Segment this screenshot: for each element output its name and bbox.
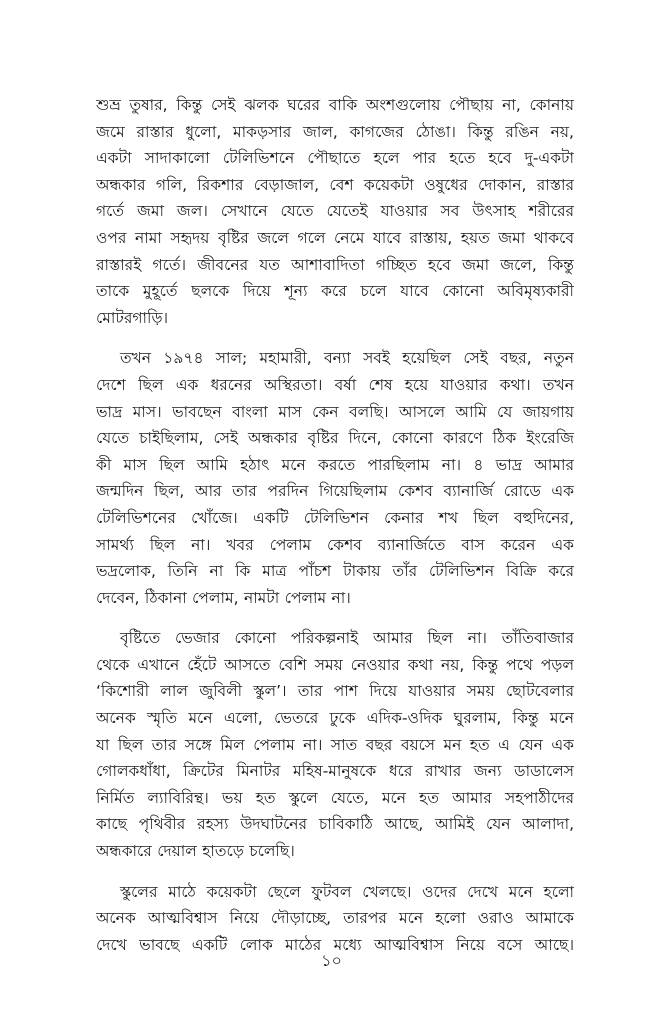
text-line: দেবেন, ঠিকানা পেলাম, নামটা পেলাম না।	[96, 588, 351, 607]
text-line: দেখে ভাবছে একটি লোক মাঠের মধ্যে আত্মবিশ্বাস নিয়ে বসে আছে।	[96, 935, 574, 954]
text-line: অন্ধকার গলি, রিকশার বেড়াজাল, বেশ কয়েকটা ওষুধের দোকান, রাস্তার	[96, 175, 574, 194]
text-line: বৃষ্টিতে ভেজার কোনো পরিকল্পনাই আমার ছিল না। তাঁতিবাজার	[120, 629, 574, 648]
text-line: ওপর নামা সহৃদয় বৃষ্টির জলে গলে নেমে যাবে রাস্তায়, হয়ত জমা থাকবে	[96, 228, 574, 247]
text-line: শুভ্র তুষার, কিন্তু সেই ঝলক ঘরের বাকি অংশগুলোয় পৌছায় না, কোনায়	[96, 96, 574, 114]
text-line: তখন ১৯৭৪ সাল; মহামারী, বন্যা সবই হয়েছিল সেই বছর, নতুন	[120, 349, 574, 368]
paragraph-2	[96, 345, 574, 611]
text-line: রাস্তারই গর্তে। জীবনের যত আশাবাদিতা গচ্ছিত হবে জমা জলে, কিন্তু	[96, 255, 574, 274]
text-line: অনেক আত্মবিশ্বাস নিয়ে দৌড়াচ্ছে, তারপর মনে হলো ওরাও আমাকে	[96, 909, 574, 928]
text-line: স্কুলের মাঠে কয়েকটা ছেলে ফুটবল খেলছে। ওদের দেখে মনে হলো	[120, 882, 574, 901]
text-line: কী মাস ছিল আমি হঠাৎ মনে করতে পারছিলাম না। ৪ ভাদ্র আমার	[96, 455, 574, 474]
paragraph-1	[96, 92, 574, 331]
text-line: দেশে ছিল এক ধরনের অস্থিরতা। বর্ষা শেষ হয়ে যাওয়ার কথা। তখন	[96, 375, 574, 394]
text-line: কাছে পৃথিবীর রহস্য উদঘাটনের চাবিকাঠি আছে, আমিই যেন আলাদা,	[96, 815, 574, 834]
text-line: ‘কিশোরী লাল জুবিলী স্কুল’। তার পাশ দিয়ে যাওয়ার সময় ছোটবেলার	[96, 682, 574, 701]
text-line: গোলকধাঁধা, ক্রিটের মিনাটর মহিষ-মানুষকে ধরে রাখার জন্য ডাডালেস	[96, 762, 574, 781]
book-page-body	[96, 92, 574, 972]
text-line: জমে রাস্তার ধুলো, মাকড়সার জাল, কাগজের ঠোঙা। কিন্তু রঙিন নয়,	[96, 122, 574, 141]
text-line: একটা সাদাকালো টেলিভিশনে পৌছাতে হলে পার হতে হবে দু-একটা	[96, 149, 574, 168]
text-line: যেতে চাইছিলাম, সেই অন্ধকার বৃষ্টির দিনে, কোনো কারণে ঠিক ইংরেজি	[96, 429, 574, 448]
text-line: গর্তে জমা জল। সেখানে যেতে যেতেই যাওয়ার সব উৎসাহ শরীরের	[96, 202, 574, 221]
text-line: অন্ধকারে দেয়াল হাতড়ে চলেছি।	[96, 842, 295, 861]
text-line: টেলিভিশনের খোঁজে। একটি টেলিভিশন কেনার শখ ছিল বহুদিনের,	[96, 508, 574, 527]
paragraph-3	[96, 625, 574, 864]
text-line: ভাদ্র মাস। ভাবছেন বাংলা মাস কেন বলছি। আসলে আমি যে জায়গায়	[96, 402, 574, 421]
text-line: থেকে এখানে হেঁটে আসতে বেশি সময় নেওয়ার কথা নয়, কিন্তু পথে পড়ল	[96, 655, 574, 674]
text-line: যা ছিল তার সঙ্গে মিল পেলাম না। সাত বছর বয়সে মন হত এ যেন এক	[96, 735, 574, 754]
page-number: ১০	[321, 951, 342, 970]
text-line: সামর্থ্য ছিল না। খবর পেলাম কেশব ব্যানার্জিতে বাস করেন এক	[96, 535, 574, 554]
text-line: নির্মিত ল্যাবিরিন্থ। ভয় হত স্কুলে যেতে, মনে হত আমার সহপাঠীদের	[96, 788, 574, 807]
text-line: তাকে মুহূর্তে ছলকে দিয়ে শূন্য করে চলে যাবে কোনো অবিমৃষ্যকারী	[96, 282, 574, 301]
text-line: মোটরগাড়ি।	[96, 308, 169, 327]
text-line: জন্মদিন ছিল, আর তার পরদিন গিয়েছিলাম কেশব ব্যানার্জি রোডে এক	[96, 482, 574, 501]
paragraph-4	[96, 879, 574, 959]
text-line: অনেক স্মৃতি মনে এলো, ভেতরে ঢুকে এদিক-ওদিক ঘুরলাম, কিন্তু মনে	[96, 709, 574, 728]
text-line: ভদ্রলোক, তিনি না কি মাত্র পাঁচশ টাকায় তাঁর টেলিভিশন বিক্রি করে	[96, 562, 574, 581]
